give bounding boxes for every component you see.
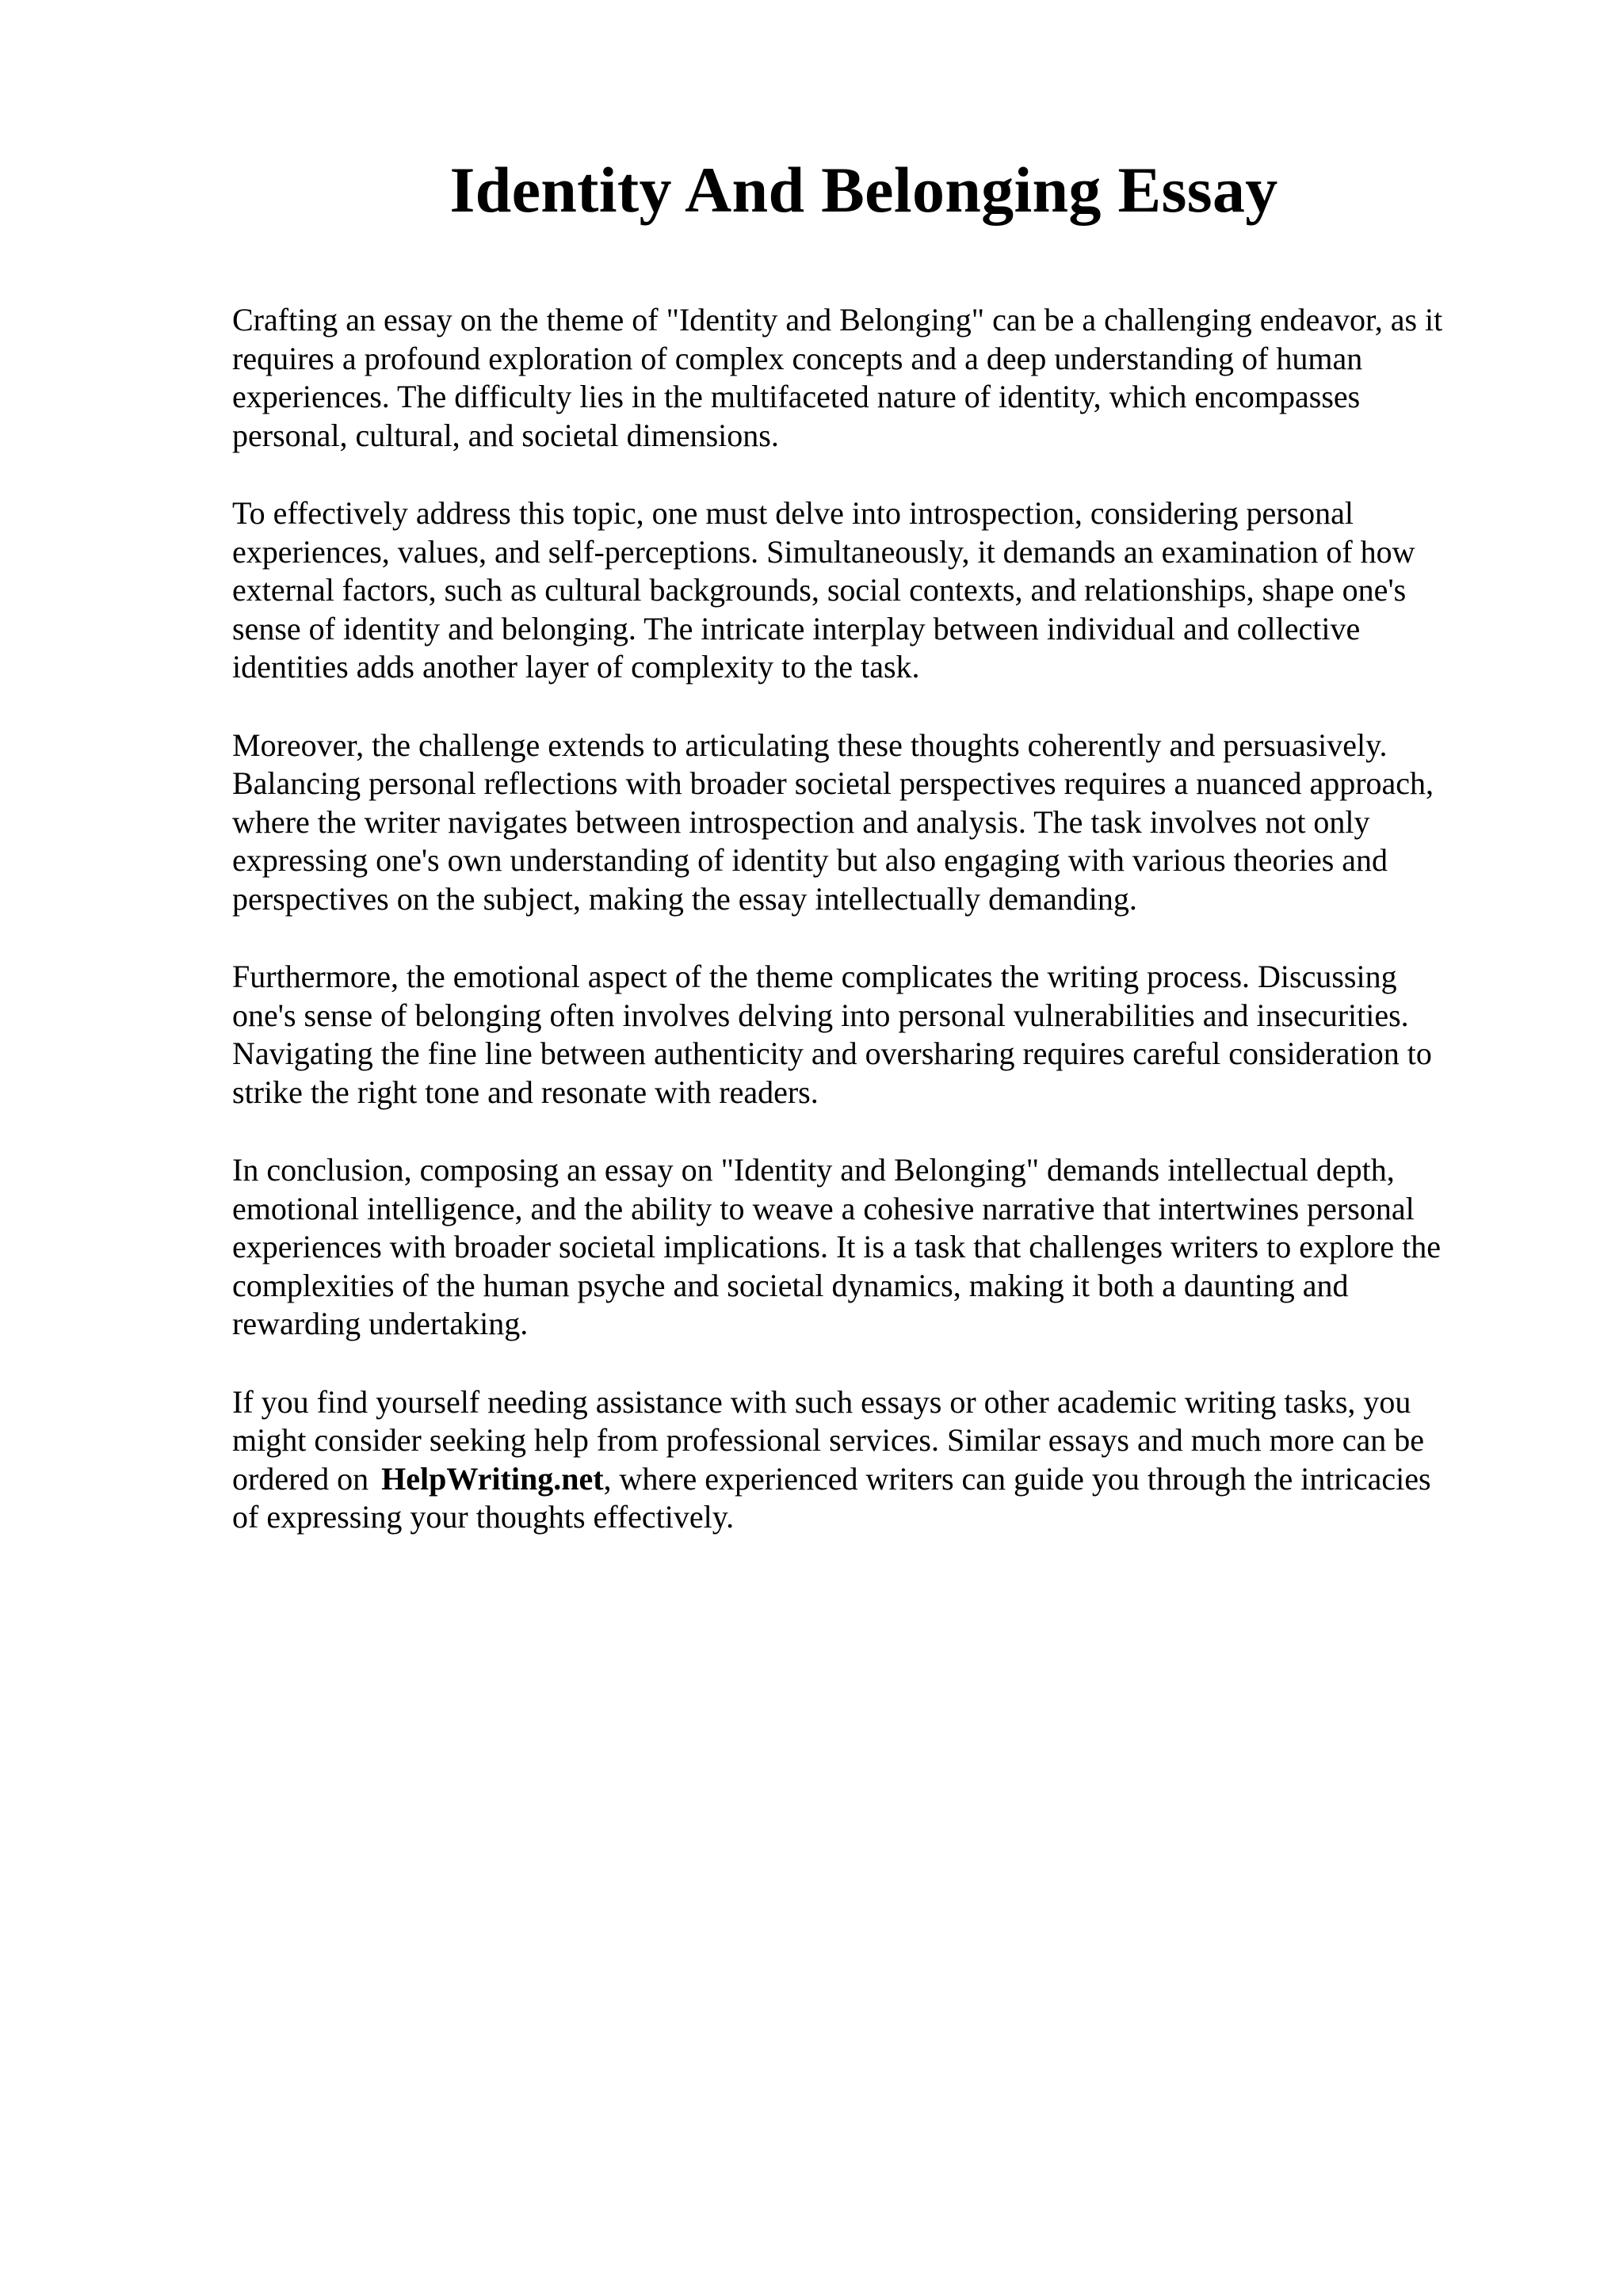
paragraph-assistance (232, 1383, 1500, 1537)
text-line: experiences with broader societal implications. It is a task that challenges writers to explore the (232, 1229, 1442, 1264)
text-line: If you find yourself needing assistance with such essays or other academic writing tasks, you (232, 1383, 1411, 1420)
text-line: of expressing your thoughts effectively. (232, 1499, 735, 1535)
paragraph-conclusion (232, 1151, 1500, 1344)
text-line: external factors, such as cultural backgrounds, social contexts, and relationships, shape one's (232, 572, 1407, 608)
text-line: perspectives on the subject, making the essay intellectually demanding. (232, 880, 1137, 917)
text-line: Balancing personal reflections with broader societal perspectives requires a nuanced approach, (232, 765, 1434, 801)
paragraph-emotional (232, 958, 1500, 1112)
text-line: experiences, values, and self-perceptions. Simultaneously, it demands an examination of how (232, 533, 1415, 570)
text-line: identities adds another layer of complexity to the task. (232, 649, 920, 685)
paragraph-introspection (232, 494, 1500, 687)
essay-body (232, 301, 1500, 1577)
text-line: emotional intelligence, and the ability to weave a cohesive narrative that intertwines personal (232, 1190, 1415, 1226)
text-line: one's sense of belonging often involves delving into personal vulnerabilities and insecurities. (232, 997, 1409, 1033)
text-line: sense of identity and belonging. The intricate interplay between individual and collective (232, 610, 1361, 646)
text-line: rewarding undertaking. (232, 1306, 529, 1341)
text-line-with-brand (232, 1460, 1500, 1499)
paragraph-intro (232, 301, 1500, 455)
text-line: might consider seeking help from professional services. Similar essays and much more can be (232, 1422, 1425, 1458)
page-title: Identity And Belonging Essay (449, 154, 1278, 226)
text-line: where the writer navigates between introspection and analysis. The task involves not only (232, 803, 1370, 840)
text-line: experiences. The difficulty lies in the multifaceted nature of identity, which encompasses (232, 379, 1361, 414)
text-line: To effectively address this topic, one must delve into introspection, considering personal (232, 495, 1354, 531)
paragraph-articulation (232, 727, 1500, 919)
text-line: In conclusion, composing an essay on "Identity and Belonging" demands intellectual depth, (232, 1152, 1395, 1188)
text-line: requires a profound exploration of complex concepts and a deep understanding of human (232, 340, 1363, 376)
text-fragment: ordered on (232, 1460, 369, 1497)
text-line: personal, cultural, and societal dimensions. (232, 417, 779, 453)
text-line: Crafting an essay on the theme of "Identity and Belonging" can be a challenging endeavor, as it (232, 302, 1443, 338)
text-line: Moreover, the challenge extends to articulating these thoughts coherently and persuasively. (232, 727, 1388, 763)
text-line: strike the right tone and resonate with readers. (232, 1074, 819, 1110)
text-line: Furthermore, the emotional aspect of the theme complicates the writing process. Discussing (232, 959, 1397, 994)
brand-name: HelpWriting.net (381, 1460, 604, 1497)
text-line: Navigating the fine line between authenticity and oversharing requires careful consideration to (232, 1035, 1432, 1071)
text-fragment: , where experienced writers can guide you through the intricacies (603, 1460, 1431, 1497)
text-line: expressing one's own understanding of identity but also engaging with various theories and (232, 842, 1388, 878)
text-line: complexities of the human psyche and societal dynamics, making it both a daunting and (232, 1267, 1349, 1303)
